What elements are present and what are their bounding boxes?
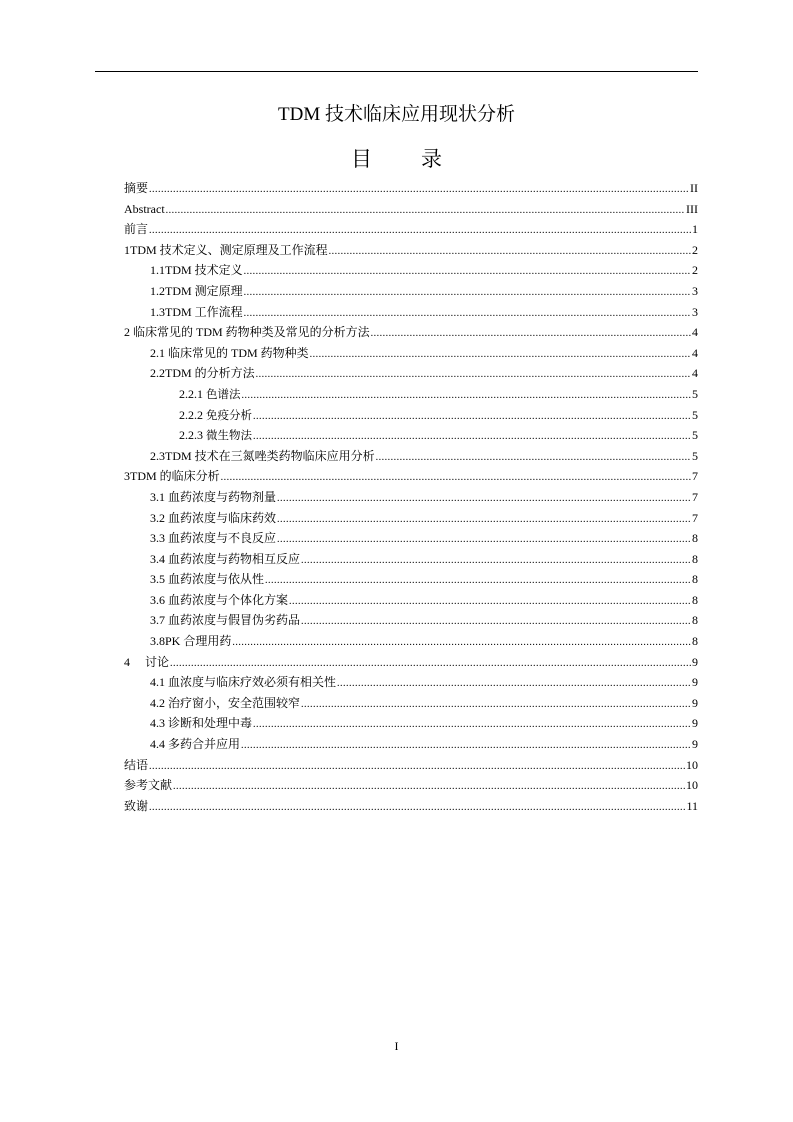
toc-entry-label: 2.3TDM 技术在三氮唑类药物临床应用分析 [150,448,375,463]
toc-entry-label: 摘要 [124,181,149,195]
toc-leader-dots [256,365,691,386]
toc-entry-label: 参考文献 [124,778,173,793]
toc-entry-conclusion[interactable] [124,755,698,776]
toc-leader-dots [301,612,691,633]
toc-leader-dots [253,407,691,428]
toc-leader-dots [166,201,685,222]
document-title: TDM 技术临床应用现状分析 [278,104,515,125]
toc-entry-page: 4 [692,345,698,360]
toc-leader-dots [277,530,691,551]
toc-entry-text: 色谱法 [206,386,241,401]
toc-leader-dots [244,262,691,283]
toc-entry-label: 3.4 血药浓度与药物相互反应 [150,551,301,566]
toc-entry-section-1-1[interactable] [124,260,698,281]
toc-entry-page: II [690,181,698,195]
toc-entry-page: 4 [692,325,698,340]
header-rule [95,71,698,72]
toc-entry-section-2-2-1[interactable] [124,384,698,405]
toc-entry-label: 3.2 血药浓度与临床药效 [150,510,277,525]
toc-entry-section-2-2-2[interactable] [124,405,698,426]
toc-leader-dots [173,777,685,798]
toc-entry-label [179,425,252,446]
toc-entry-section-2-2[interactable] [124,363,698,384]
toc-entry-page: 3 [692,304,698,319]
toc-entry-section-1-2[interactable] [124,281,698,302]
toc-entry-section-2-1[interactable] [124,343,698,364]
toc-entry-page: 8 [692,592,698,607]
toc-entry-chapter-2[interactable] [124,322,698,343]
toc-leader-dots [277,489,691,510]
toc-entry-label: 4.3 诊断和处理中毒 [150,716,253,731]
toc-entry-label: 结语 [124,757,149,772]
toc-entry-page: 7 [692,489,698,504]
toc-entry-page: 8 [692,551,698,566]
toc-leader-dots [149,757,685,778]
toc-leader-dots [337,674,691,695]
toc-entry-page: 8 [692,572,698,587]
toc-entry-label: 3TDM 的临床分析 [124,469,220,484]
toc-entry-label: 2.1 临床常见的 TDM 药物种类 [150,345,309,360]
toc-entry-page: 4 [692,366,698,381]
toc-entry-label: 致谢 [124,798,149,813]
toc-leader-dots [371,324,691,345]
toc-entry-section-3-8[interactable] [124,631,698,652]
toc-entry-page: 2 [692,242,698,257]
toc-leader-dots [253,715,691,736]
toc-leader-dots [242,386,692,407]
toc-entry-label: 1TDM 技术定义、测定原理及工作流程 [124,242,328,257]
toc-entry-label: 2 临床常见的 TDM 药物种类及常见的分析方法 [124,325,370,340]
toc-entry-page: 7 [692,510,698,525]
toc-entry-number: 2.2.1 [179,386,206,401]
toc-entry-label [179,384,241,405]
toc-leader-dots [244,283,691,304]
toc-entry-section-2-2-3[interactable] [124,425,698,446]
toc-entry-label: 1.1TDM 技术定义 [150,263,243,278]
toc-leader-dots [277,510,691,531]
toc-leader-dots [241,736,691,757]
toc-entry-label: 2.2TDM 的分析方法 [150,366,255,381]
toc-entry-number: 2.2.3 [179,428,206,443]
toc-entry-section-4-3[interactable] [124,713,698,734]
toc-entry-label: 前言 [124,222,149,237]
toc-entry-page: 11 [686,798,698,813]
toc-entry-section-3-4[interactable] [124,549,698,570]
toc-entry-page: 9 [692,695,698,710]
toc-leader-dots [310,345,691,366]
toc-entry-label: 1.3TDM 工作流程 [150,304,243,319]
toc-entry-preface[interactable] [124,219,698,240]
toc-entry-page: 10 [686,778,698,793]
toc-entry-label: 3.8PK 合理用药 [150,634,232,649]
toc-entry-label: 3.6 血药浓度与个体化方案 [150,592,289,607]
toc-entry-section-4-1[interactable] [124,672,698,693]
toc-entry-page: III [686,201,698,216]
toc-leader-dots [244,304,691,325]
toc-entry-acknowledgements[interactable] [124,796,698,817]
toc-entry-label: 4.1 血浓度与临床疗效必须有相关性 [150,675,337,690]
toc-entry-section-4-4[interactable] [124,734,698,755]
toc-entry-section-3-1[interactable] [124,487,698,508]
toc-entry-page: 5 [692,428,698,443]
toc-entry-page: 2 [692,263,698,278]
toc-entry-page: 8 [692,531,698,546]
toc-entry-page: 3 [692,283,698,298]
toc-entry-section-3-5[interactable] [124,569,698,590]
toc-entry-page: 8 [692,613,698,628]
toc-entry-label [179,405,252,426]
toc-entry-page: 8 [692,634,698,649]
toc-entry-page: 5 [692,448,698,463]
toc-entry-section-3-7[interactable] [124,610,698,631]
toc-entry-label: 4.4 多药合并应用 [150,737,241,752]
toc-leader-dots [149,180,689,201]
toc-entry-page: 5 [692,386,698,401]
toc-entry-abstract-cn[interactable] [124,178,698,199]
page-number: I [394,1039,399,1053]
toc-entry-label: 3.7 血药浓度与假冒伪劣药品 [150,613,301,628]
toc-entry-references[interactable] [124,775,698,796]
toc-leader-dots [301,551,691,572]
toc-entry-section-1-3[interactable] [124,302,698,323]
toc-entry-label: 3.1 血药浓度与药物剂量 [150,489,277,504]
toc-entry-label: Abstract [124,201,165,216]
toc-leader-dots [149,221,691,242]
toc-entry-chapter-3[interactable] [124,466,698,487]
toc-leader-dots [253,427,691,448]
toc-entry-section-3-3[interactable] [124,528,698,549]
toc-entry-page: 9 [692,654,698,669]
toc-entry-chapter-1[interactable] [124,240,698,261]
toc-entry-label: 4.2 治疗窗小，安全范围较窄 [150,695,301,710]
toc-entry-page: 7 [692,469,698,484]
toc-leader-dots [221,468,691,489]
toc-heading: 目 录 [351,147,456,171]
toc-entry-page: 9 [692,716,698,731]
toc-leader-dots [149,798,685,819]
toc-entry-text: 微生物法 [206,428,252,443]
toc-entry-page: 1 [692,222,698,237]
toc-entry-section-4-2[interactable] [124,693,698,714]
toc-leader-dots [376,448,691,469]
toc-entry-label: 3.3 血药浓度与不良反应 [150,531,277,546]
toc-entry-label: 4 讨论 [124,654,170,669]
toc-entry-text: 免疫分析 [206,407,252,422]
toc-entry-section-2-3[interactable] [124,446,698,467]
toc-entry-page: 9 [692,675,698,690]
toc-entry-chapter-4[interactable] [124,652,698,673]
table-of-contents [124,178,698,816]
toc-entry-label: 1.2TDM 测定原理 [150,283,243,298]
toc-entry-section-3-6[interactable] [124,590,698,611]
toc-entry-section-3-2[interactable] [124,508,698,529]
toc-leader-dots [170,654,691,675]
toc-entry-label: 3.5 血药浓度与依从性 [150,572,265,587]
toc-entry-abstract-en[interactable] [124,199,698,220]
toc-leader-dots [329,242,691,263]
toc-leader-dots [265,571,691,592]
toc-leader-dots [232,633,691,654]
toc-entry-page: 9 [692,737,698,752]
toc-leader-dots [289,592,691,613]
toc-entry-number: 2.2.2 [179,407,206,422]
toc-entry-page: 5 [692,407,698,422]
toc-leader-dots [301,695,691,716]
toc-entry-page: 10 [686,757,698,772]
